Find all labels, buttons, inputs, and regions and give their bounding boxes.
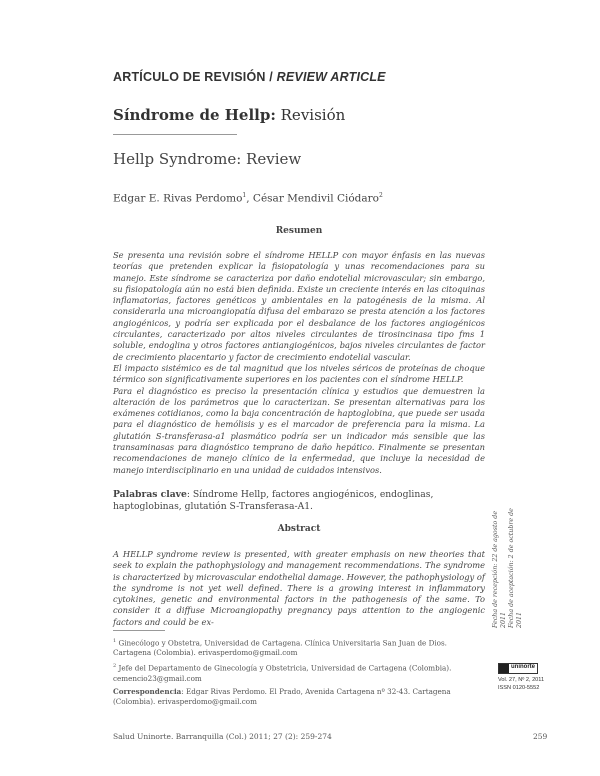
logo-block-icon [499,664,509,673]
author-1-sup: 1 [242,192,247,199]
title-divider [113,134,237,135]
footnote-2 [113,661,485,683]
footnote-1-sup: 1 [113,638,117,644]
journal-info [498,676,544,692]
title-english: Hellp Syndrome: Review [113,150,302,168]
kicker-spanish: ARTÍCULO DE REVISIÓN [113,70,266,84]
logo-text: uninorte [511,664,535,670]
kicker-separator: / [265,70,277,84]
date-received: Fecha de recepción: 22 de agosto de 2011 [492,510,507,628]
side-dates [492,498,524,628]
author-2-sup: 2 [379,192,383,199]
author-1: Edgar E. Rivas Perdomo [113,192,243,205]
article-type-kicker [113,70,386,84]
publisher-logo [498,663,538,674]
abstract-body [113,549,485,628]
resumen-paragraph-2: El impacto sistémico es de tal magnitud que los niveles séricos de proteínas de choque térmico son significativamente superiores en los pacientes con el síndrome HELLP. [113,362,485,385]
resumen-body [113,250,485,476]
resumen-heading: Resumen [275,226,323,236]
volume-info: Vol. 27, Nº 2, 2011 [498,677,545,683]
footnote-1 [113,636,485,658]
correspondence [113,687,485,707]
resumen-paragraph-1: Se presenta una revisión sobre el síndrome HELLP con mayor énfasis en las nuevas teorías que pretenden explicar la fisiopatología y unas recomendaciones para su manejo. Este síndrome se caracteriza por daño endotelial microvascular; sin embargo, su fisiopatología aún no está bien definida. Existe un creciente interés en las citoquinas inflamatorias, factores genéticos y ambientales en la patogénesis de la misma. Al considerarla una microangiopatía difusa del embarazo se presta atención a los factores angiogénicos, y podría ser explicada por el desbalance de los factores angiogénicos circulantes, caracterizado por altos niveles circulantes de tirosincinasa tipo fms 1 soluble, endoglina y otros factores antiangiogénicos, bajos niveles circulantes de factor de crecimiento placentario y factor de crecimiento endotelial vascular. [113,250,485,362]
issn-info: ISSN 0120-5552 [498,685,540,691]
keywords [113,489,485,513]
footnote-1-text: Ginecólogo y Obstetra, Universidad de Cartagena. Clínica Universitaria San Juan de Dios. Cartagena (Colombia). erivasperdomo@gmail.com [113,638,447,658]
date-accepted: Fecha de aceptación: 2 de octubre de 2011 [508,508,523,628]
abstract-paragraph-1: A HELLP syndrome review is presented, with greater emphasis on new theories that seek to explain the pathophysiology and management recommendations. The syndrome is characterized by microvascular endothelial damage. However, the pathophysiology of the syndrome is not yet well defined. There is a growing interest in inflammatory cytokines, genetic and environmental factors in the pathogenesis of the same. To consider it a diffuse Microangiopathy pregnancy pays attention to the angiogenic factors and could be ex- [113,549,485,627]
correspondence-label: Correspondencia [113,686,182,696]
author-2: César Mendivil Ciódaro [252,192,380,205]
author-separator: , [246,192,253,205]
resumen-paragraph-3: Para el diagnóstico es preciso la presentación clínica y estudios que demuestren la alteración de los parámetros que lo caracterizan. Se presentan alternativas para los exámenes cotidianos, como la baja concentración de haptoglobina, que puede ser usada para el diagnóstico de hemólisis y es el marcador de preferencia para la misma. La glutatión S-transferasa-a1 plasmático podría ser un indicador más sensible que las transaminasas para diagnóstico temprano de daño hepático. Finalmente se presentan recomendaciones de manejo clínico de la enfermedad, que incluye la necesidad de manejo interdisciplinario en una unidad de cuidados intensivos. [113,385,485,475]
footnote-2-sup: 2 [113,663,117,670]
correspondence-text: : Edgar Rivas Perdomo. El Prado, Avenida Cartagena nº 32-43. Cartagena (Colombia). erivasperdomo@gmail.com [113,686,451,706]
footer-citation: Salud Uninorte. Barranquilla (Col.) 2011; 27 (2): 259-274 [113,732,332,741]
footnotes [113,636,485,710]
authors [113,192,383,205]
title-spanish-rest: Revisión [275,106,346,124]
footnote-2-text: Jefe del Departamento de Ginecología y Obstetricia, Universidad de Cartagena (Colombia). cemencio23@gmail.com [113,663,452,683]
title-spanish-bold: Síndrome de Hellp: [113,106,276,124]
kicker-english: REVIEW ARTICLE [276,70,386,84]
title-spanish [113,106,345,124]
keywords-text: : Síndrome Hellp, factores angiogénicos, endoglinas, haptoglobinas, glutatión S-Transferasa-A1. [113,489,434,513]
footnote-divider [113,630,165,631]
keywords-label: Palabras clave [113,489,187,500]
abstract-heading: Abstract [277,524,321,534]
page-number: 259 [533,732,548,741]
